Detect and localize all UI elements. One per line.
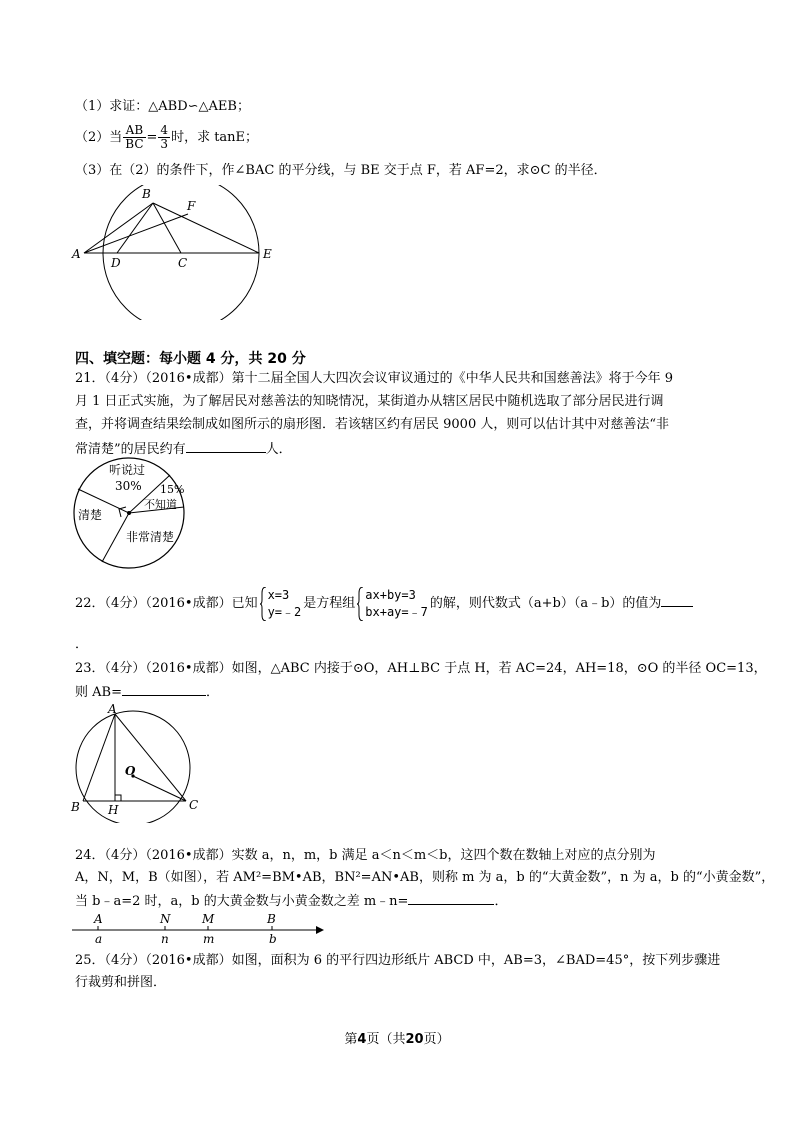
segment-af [84, 214, 188, 253]
q21-line2: 月 1 日正式实施，为了解居民对慈善法的知晓情况，某街道办从辖区居民中随机选取了部分居民进行调 [75, 394, 664, 409]
footer-page-number: 4 [357, 1032, 367, 1047]
fraction-4-3: $\frac{4}{3}$ [160, 123, 169, 151]
point-n-label: N [160, 912, 171, 926]
label-h: H [108, 803, 119, 817]
label-a: A [108, 703, 117, 716]
q21-line1: 21．（4分）（2016•成都）第十二届全国人大四次会议审议通过的《中华人民共和国慈善法》将于今年 9 [75, 371, 673, 386]
footer-mid: 页（共 [366, 1032, 406, 1047]
label-very-clear: 非常清楚 [126, 530, 175, 544]
segment-be [153, 203, 259, 253]
q22-tail: ． [75, 637, 89, 652]
q23-line2-pre: 则 AB= [75, 685, 122, 700]
section-title: 四、填空题：每小题 4 分，共 20 分 [75, 351, 306, 367]
q21-answer-blank[interactable] [186, 439, 266, 453]
q25-line2: 行裁剪和拼图． [75, 975, 167, 990]
q23-line2-post: ． [205, 685, 219, 700]
system-known: x=3 y=﹣2 [260, 587, 302, 621]
arrow-right-icon [316, 926, 324, 934]
value-n-label: n [161, 932, 169, 946]
pie-divider-4 [102, 513, 129, 562]
point-b-label: B [267, 912, 276, 926]
label-c: C [178, 256, 188, 270]
q23-line2 [75, 682, 219, 702]
page-footer [0, 1028, 794, 1047]
label-b: B [142, 187, 151, 201]
right-angle-mark [115, 795, 121, 801]
q24-answer-blank[interactable] [408, 891, 494, 905]
label-e: E [263, 247, 272, 261]
point-a-label: A [94, 912, 103, 926]
q22-answer-blank[interactable] [661, 593, 693, 607]
q23-geometry-figure [68, 703, 208, 823]
label-clear: 清楚 [78, 508, 103, 522]
label-a: A [72, 247, 81, 261]
segment-ab [84, 203, 153, 253]
segment-bc [153, 203, 181, 253]
footer-total-pages: 20 [405, 1032, 424, 1047]
label-b: B [71, 800, 80, 814]
point-m-label: M [202, 912, 215, 926]
q23-line1: 23．（4分）（2016•成都）如图，△ABC 内接于⊙O，AH⊥BC 于点 H，若 AC=24，AH=18，⊙O 的半径 OC=13， [75, 661, 767, 676]
q22-post: 的解，则代数式（a+b）（a﹣b）的值为 [429, 596, 662, 611]
label-unknown: 不知道 [144, 498, 177, 511]
q25-line1: 25．（4分）（2016•成都）如图，面积为 6 的平行四边形纸片 ABCD 中，AB=3，∠BAD=45°，按下列步骤进 [75, 953, 721, 968]
q20-part3: （3）在（2）的条件下，作∠BAC 的平分线，与 BE 交于点 F，若 AF=2，求⊙C 的半径． [75, 163, 607, 178]
q24-line3-post: ． [494, 894, 508, 909]
value-a-label: a [95, 932, 103, 946]
label-f: F [187, 199, 196, 213]
q20-part2-pre: （2）当 [75, 130, 123, 145]
q20-part2 [75, 124, 258, 151]
q21-pie-figure [70, 455, 190, 570]
q22-pre: 22．（4分）（2016•成都）已知 [75, 596, 258, 611]
right-angle-mark [119, 507, 126, 517]
segment-oc [133, 776, 186, 801]
value-m-label: m [203, 932, 215, 946]
label-heard: 听说过 [109, 463, 146, 477]
label-heard-pct: 30% [115, 479, 142, 493]
q21-line4-post: 人． [265, 442, 292, 457]
footer-post: 页） [423, 1032, 450, 1047]
q21-line3: 查，并将调查结果绘制成如图所示的扇形图．若该辖区约有居民 9000 人，则可以估计其中对慈善法“非 [75, 417, 669, 432]
q20-geometry-figure [70, 185, 290, 320]
segment-bd [117, 203, 153, 253]
brace-icon [260, 587, 267, 621]
segment-ac [115, 714, 186, 801]
segment-ab [83, 714, 115, 801]
brace-icon [357, 587, 364, 621]
label-unknown-pct: 15% [160, 483, 185, 496]
q20-part1: （1）求证：△ABD∽△AEB； [75, 99, 250, 114]
q23-answer-blank[interactable] [122, 682, 206, 696]
q20-part2-post: 时，求 tanE； [171, 130, 259, 145]
footer-pre: 第 [344, 1032, 358, 1047]
fraction-ab-bc: $\frac{AB}{BC}$ [125, 123, 144, 151]
q24-line1: 24．（4分）（2016•成都）实数 a，n，m，b 满足 a＜n＜m＜b，这四个数在数轴上对应的点分别为 [75, 848, 656, 863]
q22-line [75, 584, 693, 624]
q24-number-line [70, 911, 330, 947]
label-o: O [125, 764, 136, 778]
label-c: C [189, 798, 199, 812]
pie-center [127, 511, 131, 515]
q22-mid: 是方程组 [303, 596, 356, 611]
value-b-label: b [269, 932, 277, 946]
q24-line2: A，N，M，B（如图），若 AM²=BM•AB，BN²=AN•AB，则称 m 为 a，b 的“大黄金数”，n 为 a，b 的“小黄金数”， [75, 870, 775, 885]
q24-line3-pre: 当 b﹣a=2 时，a，b 的大黄金数与小黄金数之差 m﹣n= [75, 894, 409, 909]
equals-sign: = [146, 130, 158, 145]
system-equations: ax+by=3 bx+ay=﹣7 [357, 587, 428, 621]
label-d: D [111, 256, 121, 270]
q24-line3 [75, 891, 507, 911]
q21-line4-pre: 常清楚”的居民约有 [75, 442, 186, 457]
